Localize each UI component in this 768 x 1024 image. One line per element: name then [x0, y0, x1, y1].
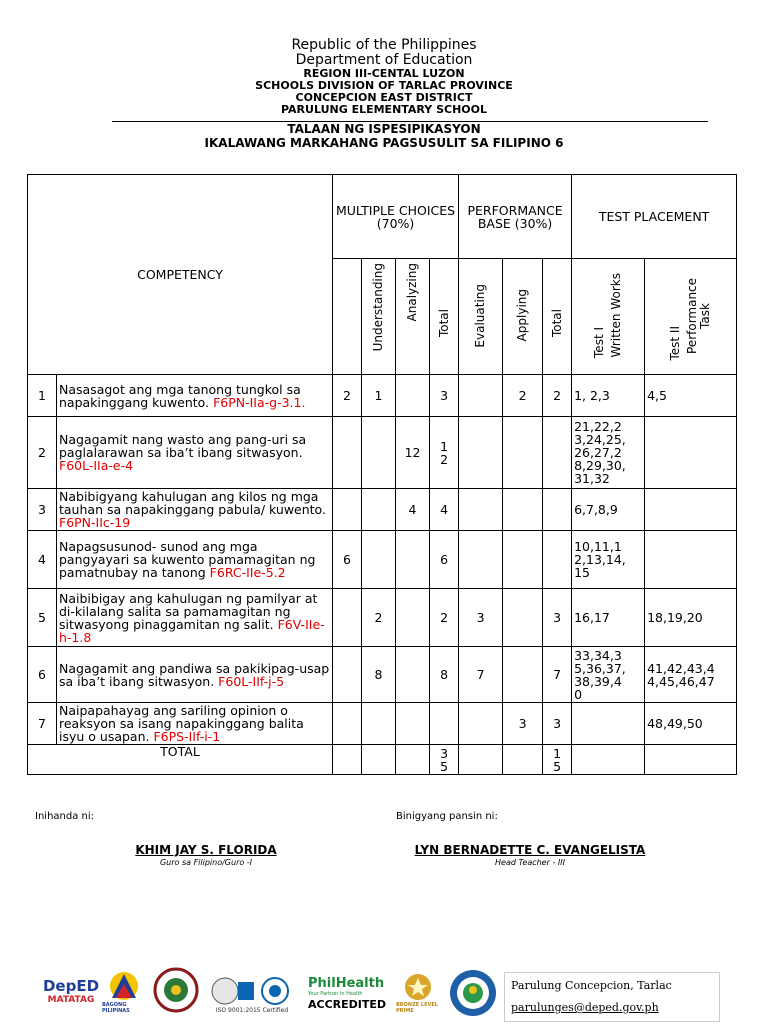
philhealth-text: PhilHealth: [308, 975, 385, 991]
table-row: [28, 531, 737, 589]
header-district: CONCEPCION EAST DISTRICT: [295, 91, 473, 104]
test1-cell: [572, 703, 645, 745]
competency-description: Napagsusunod- sunod ang mga pangyayari sa kuwento pamamagitan ng pamatnubay na tanong: [59, 539, 316, 580]
analyzing-header: [396, 259, 430, 375]
understanding-label: Understanding: [371, 262, 386, 351]
understanding-cell: [362, 417, 396, 489]
test2-header: [645, 259, 737, 375]
mc-cell-1: [333, 489, 362, 531]
applying-header: [503, 259, 543, 375]
test1-cell: 6,7,8,9: [572, 489, 645, 531]
test1-cell: 10,11,1 2,13,14, 15: [572, 531, 645, 589]
cert-badge-icon: [260, 976, 290, 1006]
test2-cell: 4,5: [645, 375, 737, 417]
mc-total-cell: 4: [430, 489, 459, 531]
pb-total-header: [543, 259, 572, 375]
table-row: [28, 375, 737, 417]
mc-total-cell: 6: [430, 531, 459, 589]
understanding-cell: [362, 531, 396, 589]
total-pb: 1 5: [543, 745, 572, 775]
mc-total-cell: 2: [430, 589, 459, 647]
performance-task-label: Performance Task: [685, 277, 713, 354]
mc-blank-header: [333, 259, 362, 375]
competency-code: F6RC-IIe-5.2: [209, 565, 286, 580]
test2-label: Test II: [668, 325, 683, 361]
pb-total-cell: 2: [543, 375, 572, 417]
test2-cell: 41,42,43,4 4,45,46,47: [645, 647, 737, 703]
understanding-header: [362, 259, 396, 375]
school-address: Parulung Concepcion, Tarlac: [511, 979, 672, 992]
row-number: 7: [28, 703, 57, 745]
mc-cell-1: [333, 703, 362, 745]
pb-total-cell: [543, 489, 572, 531]
competency-code: F6PN-IIa-g-3.1.: [213, 394, 306, 410]
applying-cell: [503, 647, 543, 703]
understanding-cell: [362, 489, 396, 531]
test1-cell: 21,22,2 3,24,25, 26,27,2 8,29,30, 31,32: [572, 417, 645, 489]
competency-description: Nagagamit nang wasto ang pang-uri sa paglalarawan sa iba’t ibang sitwasyon.: [59, 432, 307, 460]
competency-code: F60L-IIf-j-5: [218, 673, 285, 689]
iso-logo: [210, 976, 256, 1006]
total-mc: 3 5: [430, 745, 459, 775]
mc-cell-1: [333, 589, 362, 647]
header-division: SCHOOLS DIVISION OF TARLAC PROVINCE: [255, 79, 513, 92]
test1-cell: 33,34,3 5,36,37, 38,39,4 0: [572, 647, 645, 703]
analyzing-cell: [396, 375, 430, 417]
applying-label: Applying: [515, 289, 530, 342]
bronze-level-logo: [396, 970, 440, 1016]
title-talaan: TALAAN NG ISPESIPIKASYON: [287, 122, 481, 136]
analyzing-cell: [396, 589, 430, 647]
sun-icon: [106, 968, 142, 1002]
written-works-label: Written Works: [609, 273, 624, 358]
multiple-choices-header: MULTIPLE CHOICES (70%): [333, 175, 459, 259]
header-school: PARULUNG ELEMENTARY SCHOOL: [280, 103, 488, 116]
analyzing-cell: [396, 647, 430, 703]
total-row: [28, 745, 737, 775]
competency-text: [57, 531, 333, 589]
school-seal-icon: [153, 967, 199, 1013]
header-republic: Republic of the Philippines: [291, 37, 477, 53]
mc-cell-1: [333, 647, 362, 703]
header-region: REGION III-CENTAL LUZON: [303, 67, 465, 80]
deped-text: DepED: [42, 977, 100, 995]
row-number: 4: [28, 531, 57, 589]
mc-total-cell: 8: [430, 647, 459, 703]
seal-logo-1: [152, 966, 200, 1014]
analyzing-cell: [396, 703, 430, 745]
bagong-text: BAGONG PILIPINAS: [102, 1002, 130, 1014]
test2-cell: 48,49,50: [645, 703, 737, 745]
row-number: 1: [28, 375, 57, 417]
evaluating-cell: [459, 489, 503, 531]
prepared-by-label: Inihanda ni:: [35, 811, 95, 822]
performance-base-header: PERFORMANCE BASE (30%): [459, 175, 572, 259]
table-row: [28, 589, 737, 647]
iso-text: ISO 9001:2015 Certified: [215, 1007, 289, 1014]
mc-cell-1: [333, 417, 362, 489]
table-row: [28, 489, 737, 531]
prepared-by-role: Guro sa Filipino/Guro -I: [159, 858, 253, 867]
seal-logo-2: [448, 968, 498, 1018]
mc-total-label: Total: [436, 308, 451, 337]
row-number: 3: [28, 489, 57, 531]
philhealth-tagline: Your Partner in Health: [308, 990, 363, 997]
test2-cell: 18,19,20: [645, 589, 737, 647]
competency-code: F6PS-IIf-i-1: [153, 729, 221, 744]
competency-text: [57, 489, 333, 531]
noted-by-label: Binigyang pansin ni:: [396, 811, 498, 822]
competency-description: Nagagamit ang pandiwa sa pakikipag-usap sa iba’t ibang sitwasyon.: [59, 660, 330, 689]
evaluating-cell: [459, 703, 503, 745]
test1-label: Test I: [592, 326, 607, 358]
table-row: [28, 647, 737, 703]
understanding-cell: [362, 703, 396, 745]
applying-cell: [503, 531, 543, 589]
competency-code: F6V-IIe-h-1.8: [59, 616, 325, 645]
row-number: 6: [28, 647, 57, 703]
competency-code: F60L-IIa-e-4: [59, 458, 134, 473]
competency-text: [57, 647, 333, 703]
document-title: [0, 122, 768, 150]
mc-cell-1: 6: [333, 531, 362, 589]
total-label: TOTAL: [28, 745, 333, 775]
competency-rows: [28, 375, 737, 745]
analyzing-cell: 12: [396, 417, 430, 489]
philhealth-logo: [308, 972, 390, 1016]
deped-matatag-logo: [42, 970, 100, 1016]
applying-cell: [503, 589, 543, 647]
competency-description: Nabibigyang kahulugan ang kilos ng mga tauhan sa napakinggang pabula/ kuwento.: [59, 489, 326, 517]
school-address-box: [504, 972, 720, 1022]
bronze-text: BRONZE LEVEL PRIME: [396, 1002, 438, 1014]
test2-cell: [645, 531, 737, 589]
evaluating-header: [459, 259, 503, 375]
analyzing-label: Analyzing: [405, 262, 420, 321]
row-number: 5: [28, 589, 57, 647]
test-placement-header: TEST PLACEMENT: [572, 175, 737, 259]
test1-cell: 1, 2,3: [572, 375, 645, 417]
analyzing-cell: 4: [396, 489, 430, 531]
accredited-text: ACCREDITED: [308, 997, 387, 1011]
competency-description: Nasasagot ang mga tanong tungkol sa napakinggang kuwento.: [59, 381, 301, 410]
mc-total-cell: 3: [430, 375, 459, 417]
iso-badge-icon: [210, 976, 256, 1006]
school-email[interactable]: parulunges@deped.gov.ph: [511, 1001, 659, 1014]
pb-total-cell: 7: [543, 647, 572, 703]
pb-total-cell: 3: [543, 589, 572, 647]
competency-text: [57, 417, 333, 489]
prepared-by-name: KHIM JAY S. FLORIDA: [135, 843, 277, 857]
applying-cell: 3: [503, 703, 543, 745]
pb-total-cell: 3: [543, 703, 572, 745]
understanding-cell: 8: [362, 647, 396, 703]
header-department: Department of Education: [295, 52, 473, 68]
competency-text: [57, 589, 333, 647]
mc-total-header: [430, 259, 459, 375]
competency-header: COMPETENCY: [28, 175, 333, 375]
row-number: 2: [28, 417, 57, 489]
test2-cell: [645, 417, 737, 489]
test2-cell: [645, 489, 737, 531]
bagong-pilipinas-logo: [102, 966, 146, 1016]
pb-total-label: Total: [549, 308, 564, 337]
competency-text: [57, 703, 333, 745]
mc-total-cell: 1 2: [430, 417, 459, 489]
school-seal-2-icon: [448, 968, 498, 1018]
test1-cell: 16,17: [572, 589, 645, 647]
competency-description: Naibibigay ang kahulugan ng pamilyar at di-kilalang salita sa pamamagitan ng sitwasyong pinaggamitan ng salit.: [59, 590, 318, 632]
noted-by-role: Head Teacher - III: [495, 858, 565, 867]
mc-total-cell: [430, 703, 459, 745]
matatag-text: MATATAG: [47, 995, 95, 1005]
test1-header: [572, 259, 645, 375]
evaluating-label: Evaluating: [473, 283, 488, 348]
evaluating-cell: 7: [459, 647, 503, 703]
evaluating-cell: [459, 417, 503, 489]
table-row: [28, 703, 737, 745]
understanding-cell: 1: [362, 375, 396, 417]
competency-code: F6PN-IIc-19: [59, 515, 131, 530]
mc-cell-1: 2: [333, 375, 362, 417]
award-icon: [403, 972, 433, 1002]
applying-cell: [503, 417, 543, 489]
noted-by-name: LYN BERNADETTE C. EVANGELISTA: [414, 843, 646, 857]
title-markahan: IKALAWANG MARKAHANG PAGSUSULIT SA FILIPINO 6: [204, 136, 564, 150]
evaluating-cell: [459, 531, 503, 589]
evaluating-cell: [459, 375, 503, 417]
pb-total-cell: [543, 531, 572, 589]
specification-table: [27, 174, 737, 775]
cert-logo: [258, 976, 292, 1006]
pb-total-cell: [543, 417, 572, 489]
applying-cell: 2: [503, 375, 543, 417]
analyzing-cell: [396, 531, 430, 589]
evaluating-cell: 3: [459, 589, 503, 647]
document-header: [0, 38, 768, 116]
competency-text: [57, 375, 333, 417]
understanding-cell: 2: [362, 589, 396, 647]
competency-description: Naipapahayag ang sariling opinion o reaksyon sa isang napakinggang balita isyu o usapan.: [59, 703, 304, 744]
table-row: [28, 417, 737, 489]
applying-cell: [503, 489, 543, 531]
